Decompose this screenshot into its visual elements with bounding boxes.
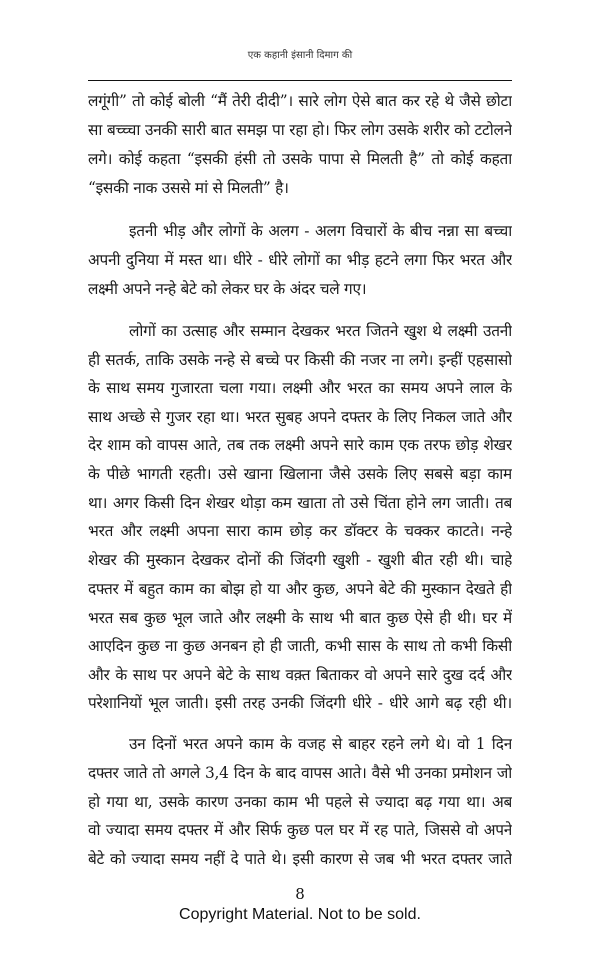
text-line: दफ्तर में बहुत काम का बोझ हो या और कुछ, अपने बेटे की मुस्कान देखते ही [88, 580, 512, 598]
text-line: लोगों का उत्साह और सम्मान देखकर भरत जितने खुश थे लक्ष्मी उतनी [129, 322, 512, 340]
text-line: आएदिन कुछ ना कुछ अनबन हो ही जाती, कभी सास के साथ तो कभी किसी [88, 637, 512, 655]
text-line: अपनी दुनिया में मस्त था। धीरे - धीरे लोगों का भीड़ हटने लगा फिर भरत और [88, 251, 512, 269]
text-line: लक्ष्मी अपने नन्हे बेटे को लेकर घर के अंदर चले गए। [88, 280, 367, 298]
text-line: के साथ समय गुजारता चला गया। लक्ष्मी और भरत का समय अपने लाल के [88, 379, 512, 397]
text-line: लगे। कोई कहता “इसकी हंसी तो उसके पापा से मिलती है” तो कोई कहता [88, 150, 512, 168]
text-line: के पीछे भागती रहती। उसे खाना खिलाना जैसे उसके लिए सबसे बड़ा काम [88, 465, 512, 483]
copyright-notice: Copyright Material. Not to be sold. [179, 906, 421, 923]
text-line: लगूंगी” तो कोई बोली “मैं तेरी दीदी”। सारे लोग ऐसे बात कर रहे थे जैसे छोटा [88, 92, 512, 110]
text-line: हो गया था, उसके कारण उनका काम भी पहले से ज्यादा बढ़ गया था। अब [88, 793, 512, 811]
text-line: दफ्तर जाते तो अगले 3,4 दिन के बाद वापस आते। वैसे भी उनका प्रमोशन जो [88, 764, 512, 782]
text-line: इतनी भीड़ और लोगों के अलग - अलग विचारों के बीच नन्ना सा बच्चा [129, 222, 512, 240]
text-line: ही सतर्क, ताकि उसके नन्हे से बच्चे पर किसी की नजर ना लगे। इन्हीं एहसासो [88, 351, 512, 369]
text-line: बेटे को ज्यादा समय नहीं दे पाते थे। इसी कारण से जब भी भरत दफ्तर जाते [88, 850, 512, 868]
running-header-title: एक कहानी इंसानी दिमाग की [247, 50, 353, 61]
text-line: शेखर की मुस्कान देखकर दोनों की जिंदगी खुशी - खुशी बीत रही थी। चाहे [88, 551, 512, 569]
text-line: भरत और लक्ष्मी अपना सारा काम छोड़ कर डॉक्टर के चक्कर काटते। नन्हे [88, 522, 512, 540]
text-line: सा बच्च्चा उनकी सारी बात समझ पा रहा हो। फिर लोग उसके शरीर को टटोलने [88, 121, 512, 139]
text-line: परेशानियों भूल जाती। इसी तरह उनकी जिंदगी धीरे - धीरे आगे बढ़ रही थी। [88, 694, 512, 712]
text-line: साथ अच्छे से गुजर रहा था। भरत सुबह अपने दफ्तर के लिए निकल जाते और [88, 408, 512, 426]
text-line: भरत सब कुछ भूल जाते और लक्ष्मी के साथ भी बात कुछ ऐसे ही थी। घर में [88, 609, 512, 627]
text-line: “इसकी नाक उससे मां से मिलती” है। [88, 179, 289, 197]
page-number: 8 [295, 885, 305, 903]
text-line: वो ज्यादा समय दफ्तर में और सिर्फ कुछ पल घर में रह पाते, जिससे वो अपने [88, 821, 512, 839]
text-line: देर शाम को वापस आते, तब तक लक्ष्मी अपने सारे काम एक तरफ छोड़ शेखर [88, 436, 512, 454]
text-line: उन दिनों भरत अपने काम के वजह से बाहर रहने लगे थे। वो 1 दिन [129, 735, 512, 753]
text-line: था। अगर किसी दिन शेखर थोड़ा कम खाता तो उसे चिंता होने लग जाती। तब [88, 494, 512, 512]
text-line: और के साथ पर अपने बेटे के साथ वक़्त बिताकर वो अपने सारे दुख दर्द और [88, 666, 512, 684]
header-rule [88, 80, 512, 81]
